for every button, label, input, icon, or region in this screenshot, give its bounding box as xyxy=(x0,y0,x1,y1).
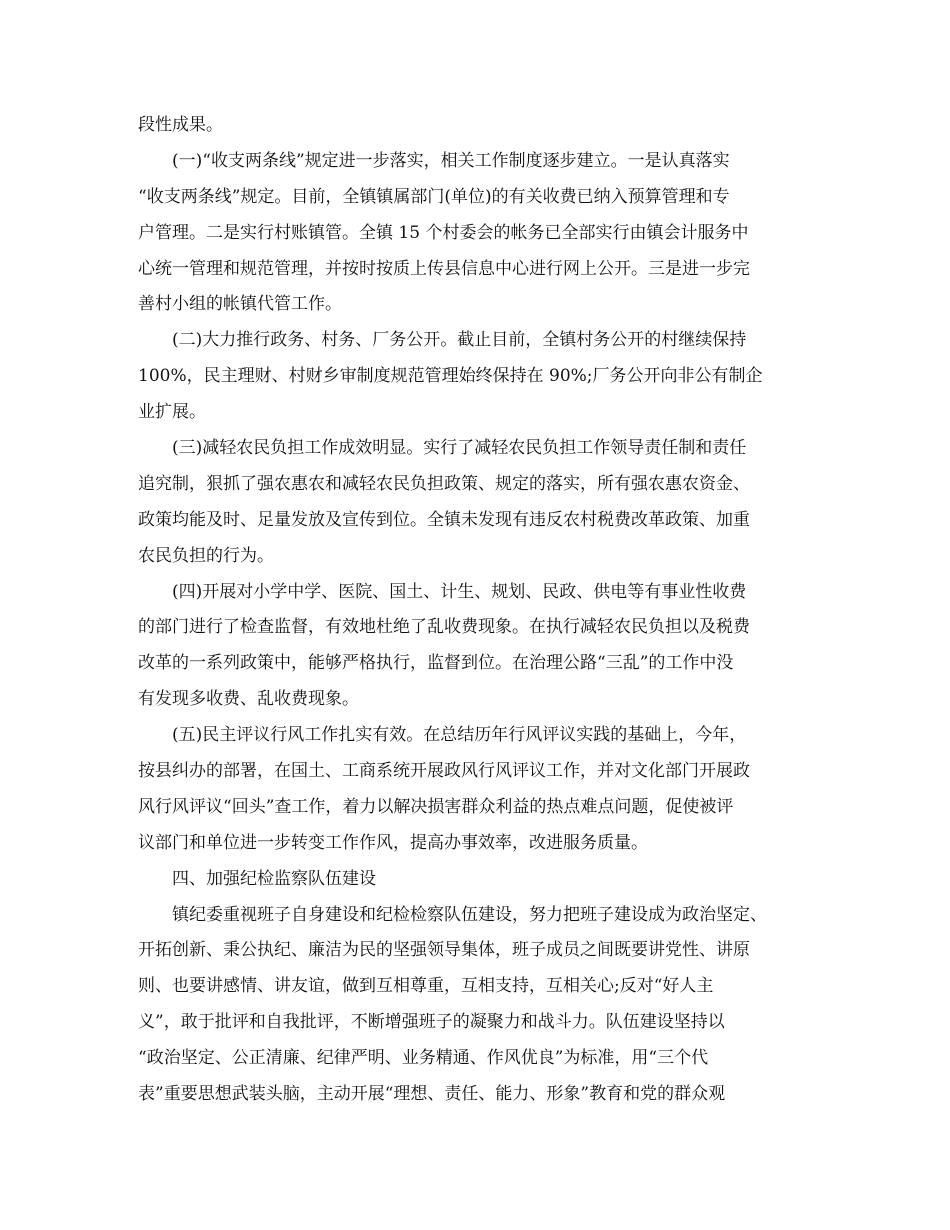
text-line: (三)减轻农民负担工作成效明显。实行了减轻农民负担工作领导责任制和责任 xyxy=(172,438,747,459)
document-page xyxy=(138,108,814,1113)
text-line: 义”，敢于批评和自我批评，不断增强班子的凝聚力和战斗力。队伍建设坚持以 xyxy=(138,1012,725,1033)
text-line: 心统一管理和规范管理，并按时按质上传县信息中心进行网上公开。三是进一步完 xyxy=(138,258,750,279)
text-line: “收支两条线”规定。目前，全镇镇属部门(单位)的有关收费已纳入预算管理和专 xyxy=(138,186,730,207)
text-line: 开拓创新、秉公执纪、廉洁为民的坚强领导集体，班子成员之间既要讲党性、讲原 xyxy=(138,940,750,961)
text-line: 的部门进行了检查监督，有效地杜绝了乱收费现象。在执行减轻农民负担以及税费 xyxy=(138,617,750,638)
text-line: 有发现多收费、乱收费现象。 xyxy=(138,689,359,710)
text-line: (一)“收支两条线”规定进一步落实，相关工作制度逐步建立。一是认真落实 xyxy=(172,150,730,171)
text-line: 追究制，狠抓了强农惠农和减轻农民负担政策、规定的落实，所有强农惠农资金、 xyxy=(138,473,750,494)
text-line: 业扩展。 xyxy=(138,402,206,423)
text-line: 风行风评议“回头”查工作，着力以解决损害群众利益的热点难点问题，促使被评 xyxy=(138,796,734,817)
text-line: 议部门和单位进一步转变工作作风，提高办事效率，改进服务质量。 xyxy=(138,832,648,853)
text-line: 农民负担的行为。 xyxy=(138,545,274,566)
text-line: 镇纪委重视班子自身建设和纪检检察队伍建设，努力把班子建设成为政治坚定、 xyxy=(172,904,767,925)
text-line: 段性成果。 xyxy=(138,115,223,135)
text-line: 按县纠办的部署，在国土、工商系统开展政风行风评议工作，并对文化部门开展政 xyxy=(138,761,750,782)
text-line: 则、也要讲感情、讲友谊，做到互相尊重，互相支持，互相关心;反对“好人主 xyxy=(138,976,714,997)
text-line: 政策均能及时、足量发放及宣传到位。全镇未发现有违反农村税费改革政策、加重 xyxy=(138,509,750,530)
text-line: 表”重要思想武装头脑，主动开展“理想、责任、能力、形象”教育和党的群众观 xyxy=(138,1084,726,1105)
text-line: 善村小组的帐镇代管工作。 xyxy=(138,294,342,315)
text-line: (五)民主评议行风工作扎实有效。在总结历年行风评议实践的基础上，今年， xyxy=(172,725,747,746)
text-line: (四)开展对小学中学、医院、国土、计生、规划、民政、供电等有事业性收费 xyxy=(172,581,747,602)
text-line: 户管理。二是实行村账镇管。全镇 15 个村委会的帐务已全部实行由镇会计服务中 xyxy=(138,222,749,243)
text-line: “政治坚定、公正清廉、纪律严明、业务精通、作风优良”为标准，用“三个代 xyxy=(138,1048,709,1069)
text-line: 100%，民主理财、村财乡审制度规范管理始终保持在 90%;厂务公开向非公有制企 xyxy=(138,366,763,387)
text-line: 四、加强纪检监察队伍建设 xyxy=(172,868,376,889)
text-line: (二)大力推行政务、村务、厂务公开。截止目前，全镇村务公开的村继续保持 xyxy=(172,330,747,351)
text-line: 改革的一系列政策中，能够严格执行，监督到位。在治理公路“三乱”的工作中没 xyxy=(138,653,734,674)
